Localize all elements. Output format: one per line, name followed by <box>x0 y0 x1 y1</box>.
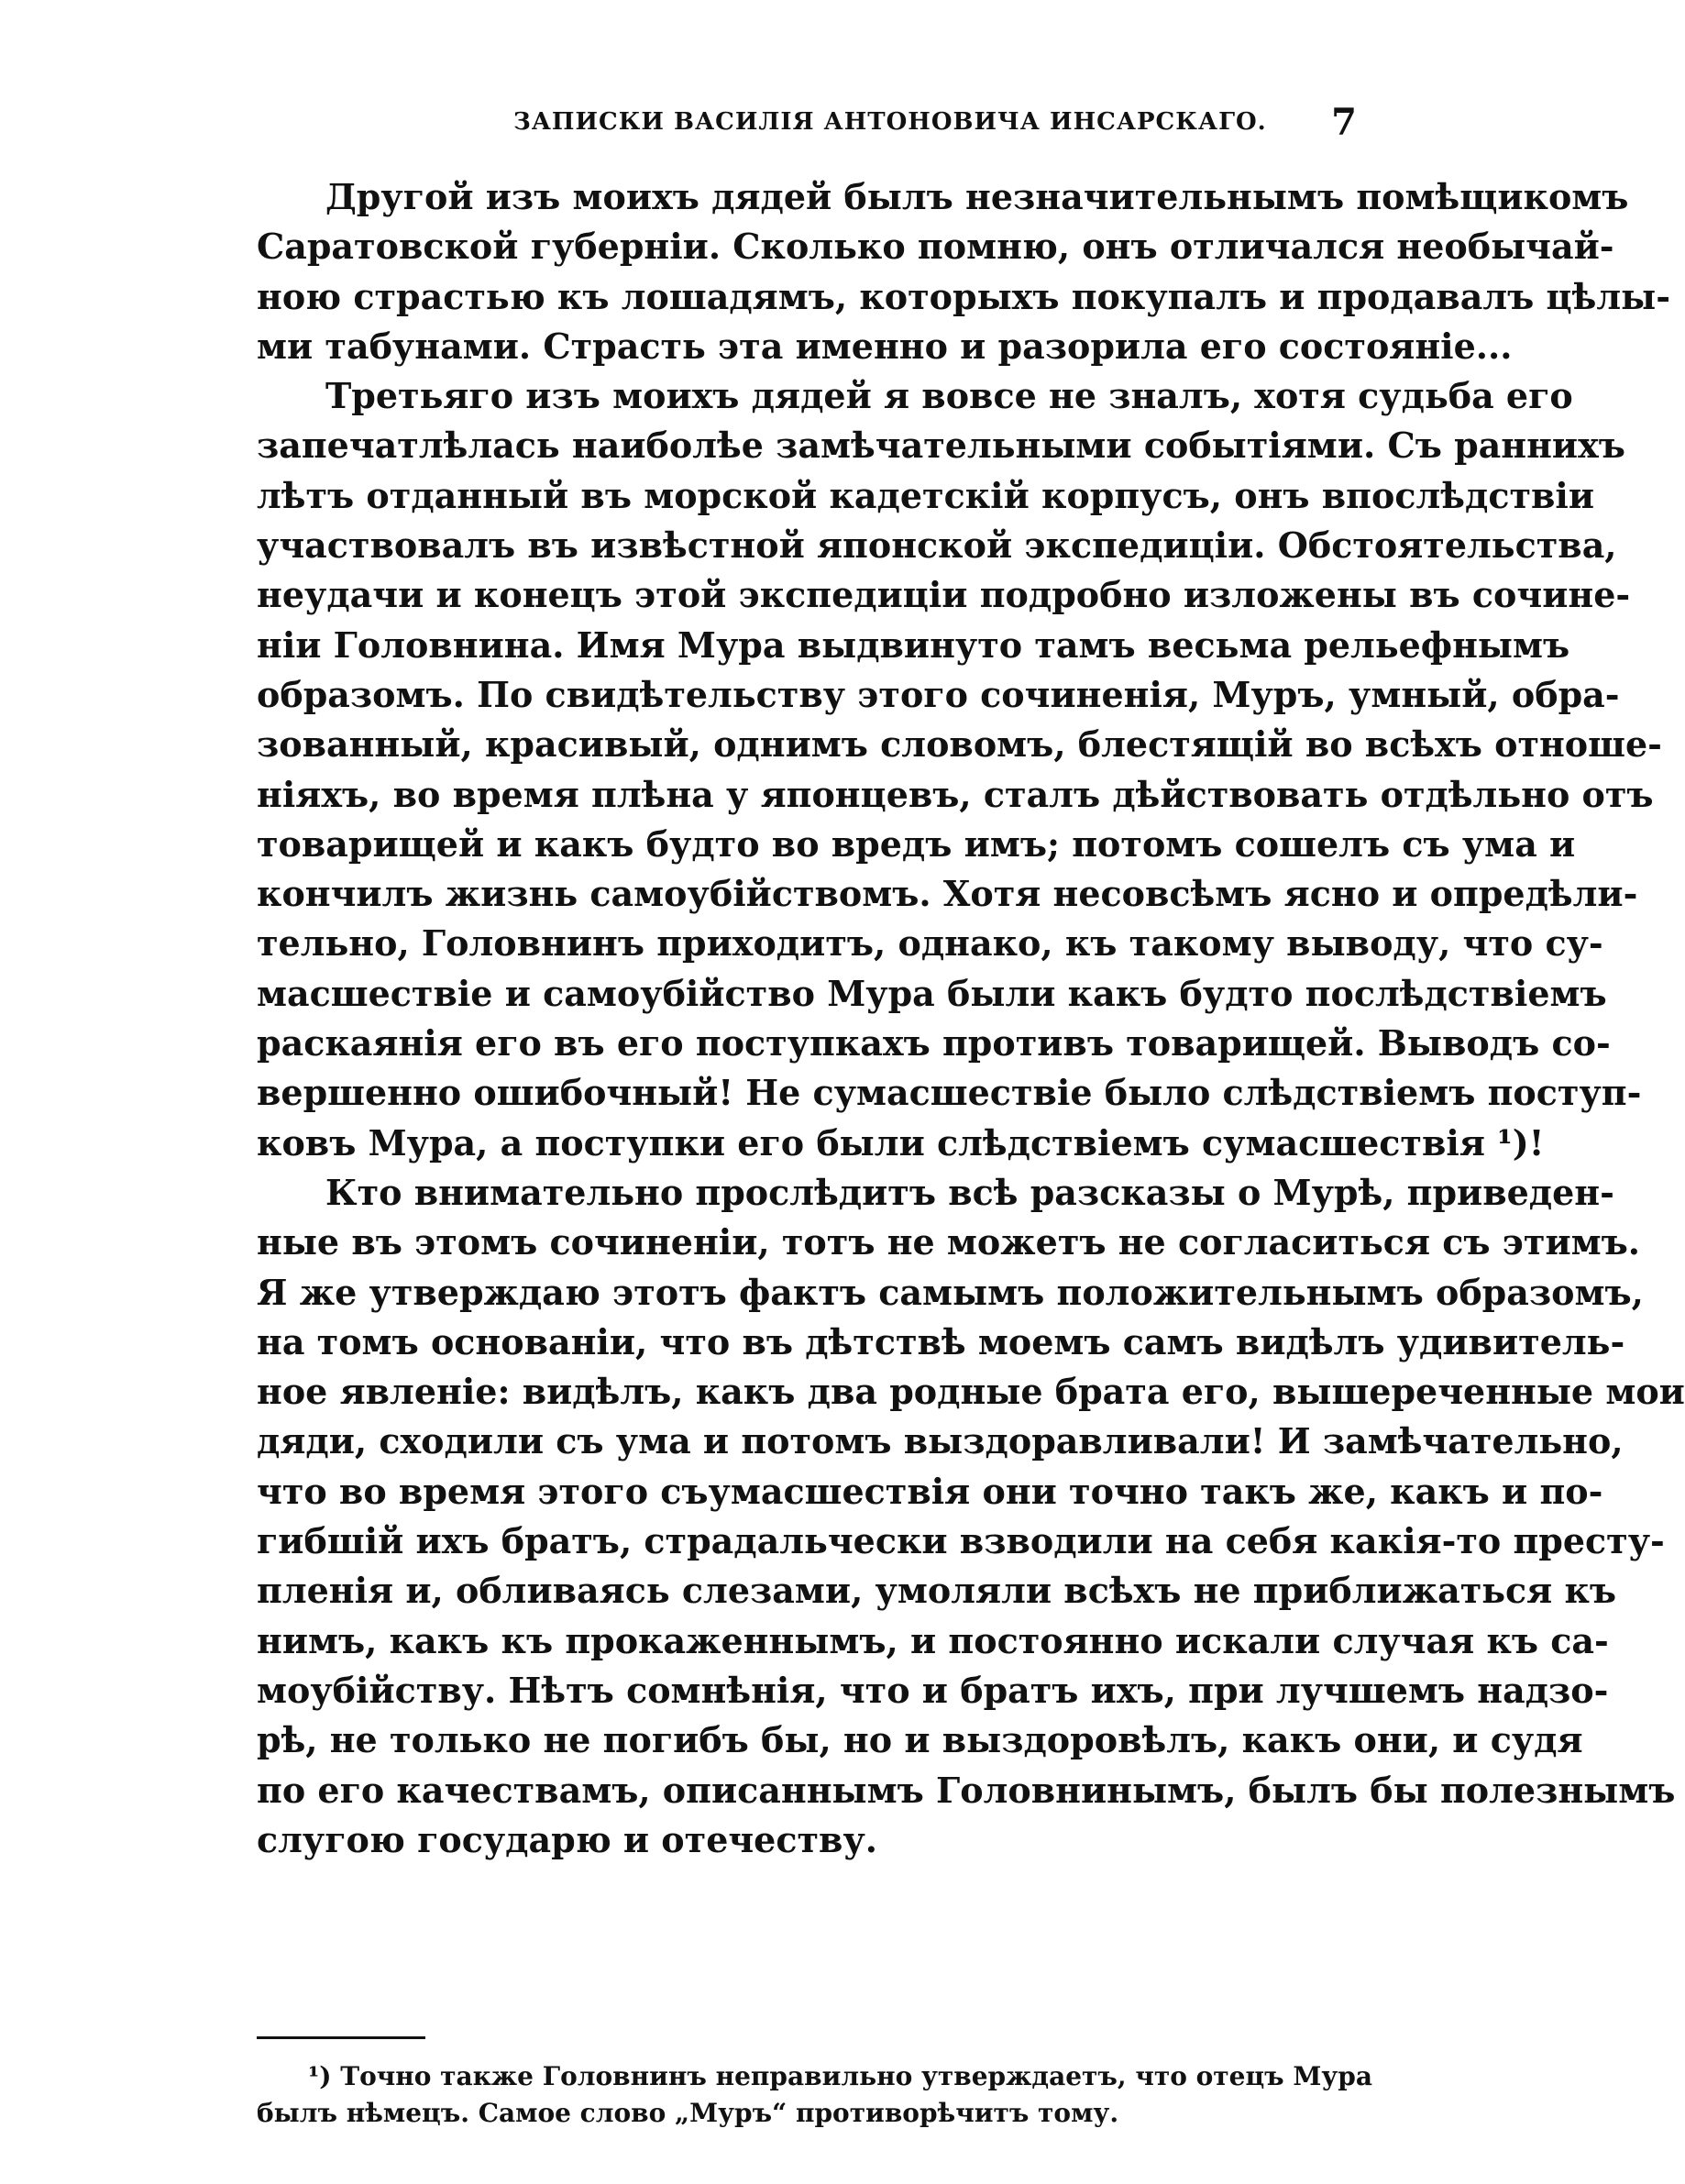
text-line: нимъ, какъ къ прокаженнымъ, и постоянно искали случая къ са- <box>257 1619 1609 1661</box>
footnote-line: ¹) Точно также Головнинъ неправильно утверждаетъ, что отецъ Мура <box>308 2061 1373 2091</box>
text-line: Кто внимательно прослѣдитъ всѣ разсказы о Мурѣ, приведен- <box>325 1171 1614 1213</box>
text-line: что во время этого съумасшествія они точно такъ же, какъ и по- <box>257 1470 1603 1512</box>
text-line: Я же утверждаю этотъ фактъ самымъ положительнымъ образомъ, <box>257 1271 1644 1313</box>
text-line: участвовалъ въ извѣстной японской экспедиціи. Обстоятельства, <box>257 524 1617 567</box>
text-line: товарищей и какъ будто во вредъ имъ; потомъ сошелъ съ ума и <box>257 822 1576 865</box>
text-line: раскаянія его въ его поступкахъ противъ товарищей. Выводъ со- <box>257 1022 1611 1064</box>
text-line: ное явленіе: видѣлъ, какъ два родные брата его, вышереченные мои <box>257 1371 1685 1413</box>
text-line: ковъ Мура, а поступки его были слѣдствіемъ сумасшествія ¹)! <box>257 1121 1545 1164</box>
text-line: гибшій ихъ братъ, страдальчески взводили на себя какія-то престу- <box>257 1520 1665 1562</box>
text-line: кончилъ жизнь самоубійствомъ. Хотя несовсѣмъ ясно и опредѣли- <box>257 873 1638 915</box>
text-line: моубійству. Нѣтъ сомнѣнія, что и братъ ихъ, при лучшемъ надзо- <box>257 1669 1609 1711</box>
page-header <box>257 101 1357 156</box>
page-number: 7 <box>1331 101 1357 144</box>
text-line: пленія и, обливаясь слезами, умоляли всѣхъ не приближаться къ <box>257 1570 1617 1612</box>
text-line: масшествіе и самоубійство Мура были какъ будто послѣдствіемъ <box>257 972 1607 1014</box>
text-line: слугою государю и отечеству. <box>257 1818 878 1860</box>
paragraph-2 <box>257 371 1662 1168</box>
text-line: Другой изъ моихъ дядей былъ незначительнымъ помѣщикомъ <box>325 176 1629 217</box>
text-line: ные въ этомъ сочиненіи, тотъ не можетъ не согласиться съ этимъ. <box>257 1221 1641 1263</box>
text-line: вершенно ошибочный! Не сумасшествіе было слѣдствіемъ поступ- <box>257 1072 1642 1114</box>
text-line: зованный, красивый, однимъ словомъ, блестящій во всѣхъ отноше- <box>257 723 1662 766</box>
text-line: Саратовской губерніи. Сколько помню, онъ отличался необычай- <box>257 226 1614 268</box>
text-line: по его качествамъ, описаннымъ Головнинымъ, былъ бы полезнымъ <box>257 1769 1676 1811</box>
text-line: образомъ. По свидѣтельству этого сочиненія, Муръ, умный, обра- <box>257 673 1620 715</box>
text-line: запечатлѣлась наиболѣе замѣчательными событіями. Съ раннихъ <box>257 425 1625 467</box>
text-line: ною страстью къ лошадямъ, которыхъ покупалъ и продавалъ цѣлы- <box>257 275 1670 317</box>
footnote <box>257 2058 1373 2132</box>
text-line: рѣ, не только не погибъ бы, но и выздоровѣлъ, какъ они, и судя <box>257 1719 1583 1761</box>
text-line: на томъ основаніи, что въ дѣтствѣ моемъ самъ видѣлъ удивитель- <box>257 1320 1625 1362</box>
paragraph-1 <box>257 172 1670 371</box>
text-line: ніяхъ, во время плѣна у японцевъ, сталъ дѣйствовать отдѣльно отъ <box>257 773 1654 815</box>
text-line: ми табунами. Страсть эта именно и разорила его состояніе... <box>257 325 1513 367</box>
main-text <box>257 172 1685 1865</box>
text-line: дяди, сходили съ ума и потомъ выздоравливали! И замѣчательно, <box>257 1420 1624 1462</box>
footnote-divider <box>257 2036 425 2039</box>
text-line: лѣтъ отданный въ морской кадетскій корпусъ, онъ впослѣдствіи <box>257 474 1595 516</box>
text-line: тельно, Головнинъ приходитъ, однако, къ такому выводу, что су- <box>257 922 1603 965</box>
text-line: неудачи и конецъ этой экспедиціи подробно изложены въ сочине- <box>257 574 1631 616</box>
paragraph-3 <box>257 1168 1685 1865</box>
footnote-line: былъ нѣмецъ. Самое слово „Муръ“ противорѣчитъ тому. <box>257 2098 1119 2128</box>
text-line: Третьяго изъ моихъ дядей я вовсе не зналъ, хотя судьба его <box>325 375 1573 417</box>
running-title: ЗАПИСКИ ВАСИЛІЯ АНТОНОВИЧА ИНСАРСКАГО. <box>513 108 1267 136</box>
text-line: ніи Головнина. Имя Мура выдвинуто тамъ весьма рельефнымъ <box>257 623 1570 666</box>
